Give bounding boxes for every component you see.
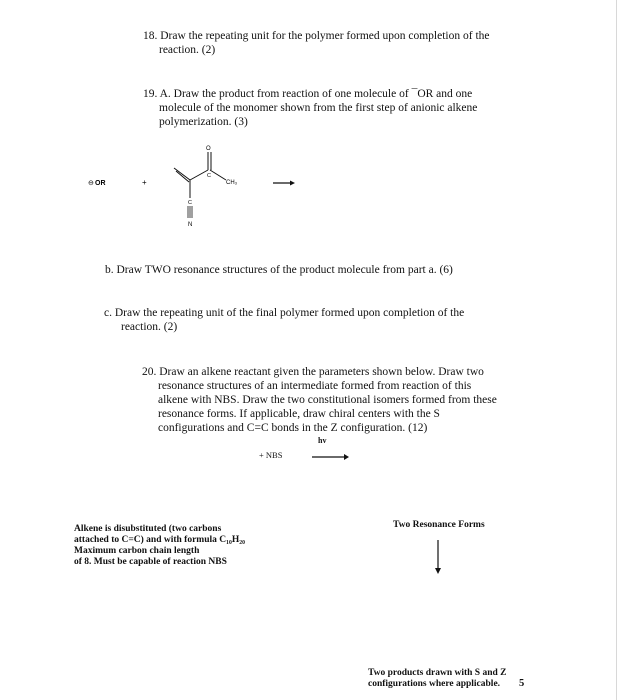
atom-c-carbonyl: C: [207, 173, 211, 179]
q19a-line3: polymerization. (3): [159, 116, 248, 128]
products-note-line2: configurations where applicable.: [368, 679, 501, 689]
atom-c-nitrile: C: [188, 200, 192, 206]
reaction-scheme-1: [80, 140, 310, 235]
plus-sign-1: +: [142, 178, 147, 187]
hv-label: hv: [318, 436, 327, 445]
q19a-line2: molecule of the monomer shown from the first step of anionic alkene: [159, 102, 478, 114]
monomer-structure: [80, 140, 310, 235]
alkene-note-line3: Maximum carbon chain length: [74, 546, 200, 556]
down-arrow: [432, 539, 444, 575]
q19a-line1: 19. A. Draw the product from reaction of one molecule of ¯OR and one: [143, 88, 473, 100]
nbs-reagent: + NBS: [259, 450, 283, 460]
question-20: [142, 365, 497, 435]
alkene-parameters-note: [74, 524, 245, 568]
bond-methylene-2: [176, 171, 189, 182]
q18-line2: reaction. (2): [159, 44, 216, 56]
question-19b: [105, 263, 453, 277]
arrow-right-icon: [311, 451, 351, 463]
question-19c: [104, 306, 464, 334]
q19c-line1: c. Draw the repeating unit of the final polymer formed upon completion of the: [104, 307, 465, 319]
alkene-note-line1: Alkene is disubstituted (two carbons: [74, 524, 222, 534]
atom-n: N: [188, 222, 193, 228]
alkene-note-line4: of 8. Must be capable of reaction NBS: [74, 557, 227, 567]
reaction-arrow-2: [311, 450, 351, 462]
q19c-line2: reaction. (2): [121, 321, 178, 333]
question-19a: [143, 87, 477, 129]
products-note: [368, 668, 507, 690]
q20-line4: resonance forms. If applicable, draw chiral centers with the S: [158, 408, 440, 420]
q18-line1: 18. Draw the repeating unit for the polymer formed upon completion of the: [143, 30, 490, 42]
page-number: 5: [519, 678, 525, 689]
products-note-line1: Two products drawn with S and Z: [368, 668, 507, 678]
reaction-arrow-1-head: [290, 181, 295, 186]
resonance-forms-label: Two Resonance Forms: [393, 520, 485, 530]
q20-line5: configurations and C=C bonds in the Z configuration. (12): [158, 422, 428, 434]
atom-o: O: [206, 146, 211, 152]
atom-ch3: CH₃: [226, 180, 238, 186]
arrow-down-icon: [432, 539, 444, 575]
q20-line3: alkene with NBS. Draw the two constitutional isomers formed from these: [158, 394, 497, 406]
q19b-text: b. Draw TWO resonance structures of the product molecule from part a. (6): [105, 264, 453, 276]
nucleophile-label: OR: [95, 180, 106, 187]
bond-alpha-carbonyl: [190, 170, 208, 180]
alkene-note-line2: attached to C=C) and with formula C₁₀H₂₀: [74, 535, 245, 545]
q20-line1: 20. Draw an alkene reactant given the parameters shown below. Draw two: [142, 366, 484, 378]
q20-line2: resonance structures of an intermediate formed from reaction of this: [158, 380, 472, 392]
bond-c-ch3: [210, 170, 226, 180]
question-18: [143, 29, 490, 57]
nucleophile-charge: ⊖: [88, 180, 94, 187]
bond-methylene-1: [174, 168, 190, 180]
